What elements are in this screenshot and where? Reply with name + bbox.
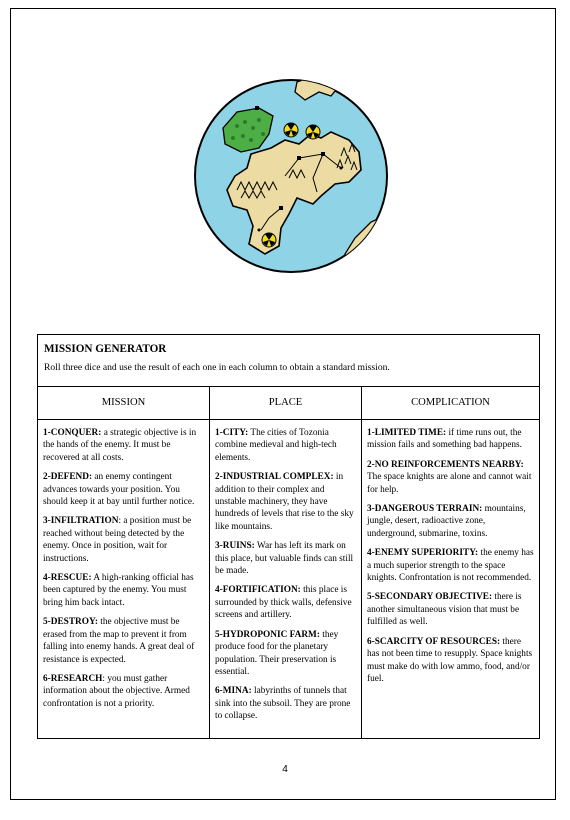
generator-columns bbox=[38, 387, 539, 738]
item-text: there is another simultaneous vision that must be fulfilled as well. bbox=[367, 592, 522, 628]
item-text: labyrinths of tunnels that sink into the subsoil. They are prone to collapse. bbox=[215, 686, 351, 722]
planet-map bbox=[193, 78, 389, 274]
item-text: if time runs out, the mission fails and something bad happens. bbox=[367, 428, 522, 451]
item-text: : a position must be reached without being detected by the enemy. Once in position, wait for instructions. bbox=[43, 516, 192, 564]
column-body bbox=[362, 420, 539, 685]
radiation-icon bbox=[306, 125, 320, 139]
item-term: 3-RUINS: bbox=[215, 541, 255, 552]
list-item bbox=[367, 591, 534, 628]
generator-header bbox=[38, 335, 539, 387]
item-term: 1-CITY: bbox=[215, 428, 249, 438]
item-text: in addition to their complex and unstable machinery, they have hundreds of levels that rise to the sky like mountains. bbox=[215, 472, 354, 532]
item-term: 6-SCARCITY OF RESOURCES: bbox=[367, 636, 501, 647]
item-term: 1-LIMITED TIME: bbox=[367, 428, 447, 438]
column-mission bbox=[38, 387, 210, 738]
item-text: A high-ranking official has been captured by the enemy. You must bring him back intact. bbox=[43, 573, 194, 608]
list-item bbox=[215, 629, 356, 679]
column-complication bbox=[362, 387, 539, 738]
radiation-icon bbox=[262, 233, 276, 247]
item-term: 5-SECONDARY OBJECTIVE: bbox=[367, 592, 493, 603]
item-term: 2-INDUSTRIAL COMPLEX: bbox=[215, 472, 334, 483]
list-item bbox=[367, 503, 534, 540]
list-item bbox=[215, 427, 356, 464]
item-term: 4-ENEMY SUPERIORITY: bbox=[367, 548, 479, 559]
column-header: COMPLICATION bbox=[362, 387, 539, 420]
list-item bbox=[367, 547, 534, 584]
column-header: MISSION bbox=[38, 387, 209, 420]
list-item bbox=[43, 572, 204, 609]
item-text: they produce food for the planetary population. Their preservation is essential. bbox=[215, 629, 339, 677]
list-item bbox=[43, 471, 204, 508]
page-number: 4 bbox=[282, 764, 288, 775]
column-body bbox=[210, 420, 361, 723]
item-term: 2-NO REINFORCEMENTS NEARBY: bbox=[367, 459, 524, 470]
list-item bbox=[43, 515, 204, 565]
list-item bbox=[367, 427, 534, 452]
item-term: 5-HYDROPONIC FARM: bbox=[215, 629, 320, 640]
list-item bbox=[367, 459, 534, 496]
item-term: 4-RESCUE: bbox=[43, 573, 92, 584]
list-item bbox=[43, 673, 204, 710]
list-item bbox=[43, 616, 204, 666]
item-text: The cities of Tozonia combine medieval and high-tech elements. bbox=[215, 428, 337, 463]
item-term: 5-DESTROY: bbox=[43, 617, 98, 628]
item-term: 2-DEFEND: bbox=[43, 472, 93, 483]
item-term: 6-RESEARCH bbox=[43, 673, 103, 684]
item-text: there has not been time to resupply. Space knights must make do with low ammo, food, and/or fuel. bbox=[367, 636, 533, 684]
item-term: 3-INFILTRATION bbox=[43, 516, 119, 527]
list-item bbox=[215, 685, 356, 722]
column-header: PLACE bbox=[210, 387, 361, 420]
list-item bbox=[215, 540, 356, 577]
item-term: 3-DANGEROUS TERRAIN: bbox=[367, 504, 483, 515]
item-text: this place is surrounded by thick walls, defensive screens and artillery. bbox=[215, 585, 352, 621]
column-place bbox=[210, 387, 362, 738]
item-text: an enemy contingent advances towards your position. You should keep it at bay until further notice. bbox=[43, 472, 195, 508]
item-term: 6-MINA: bbox=[215, 686, 252, 697]
item-text: the enemy has a much superior strength to the space knights. Confrontation is not recommended. bbox=[367, 548, 534, 584]
list-item bbox=[43, 427, 204, 464]
radiation-icon bbox=[284, 123, 298, 137]
item-text: the objective must be erased from the map to prevent it from falling into enemy hands. A great deal of resistance is expected. bbox=[43, 617, 195, 665]
mission-generator bbox=[37, 334, 540, 739]
item-term: 1-CONQUER: bbox=[43, 428, 102, 438]
item-text: mountains, jungle, desert, radioactive zone, underground, submarine, toxins. bbox=[367, 504, 526, 539]
list-item bbox=[215, 584, 356, 621]
item-term: 4-FORTIFICATION: bbox=[215, 585, 301, 596]
item-text: : you must gather information about the objective. Armed confrontation is not a priority. bbox=[43, 673, 190, 709]
column-body bbox=[38, 420, 209, 710]
item-text: War has left its mark on this place, but valuable finds can still be made. bbox=[215, 541, 354, 577]
list-item bbox=[215, 471, 356, 533]
generator-title: MISSION GENERATOR bbox=[44, 343, 167, 355]
list-item bbox=[367, 636, 534, 686]
generator-description: Roll three dice and use the result of each one in each column to obtain a standard mission. bbox=[44, 362, 390, 373]
item-text: The space knights are alone and cannot wait for help. bbox=[367, 472, 532, 495]
item-text: a strategic objective is in the hands of the enemy. It must be recovered at all costs. bbox=[43, 428, 197, 463]
